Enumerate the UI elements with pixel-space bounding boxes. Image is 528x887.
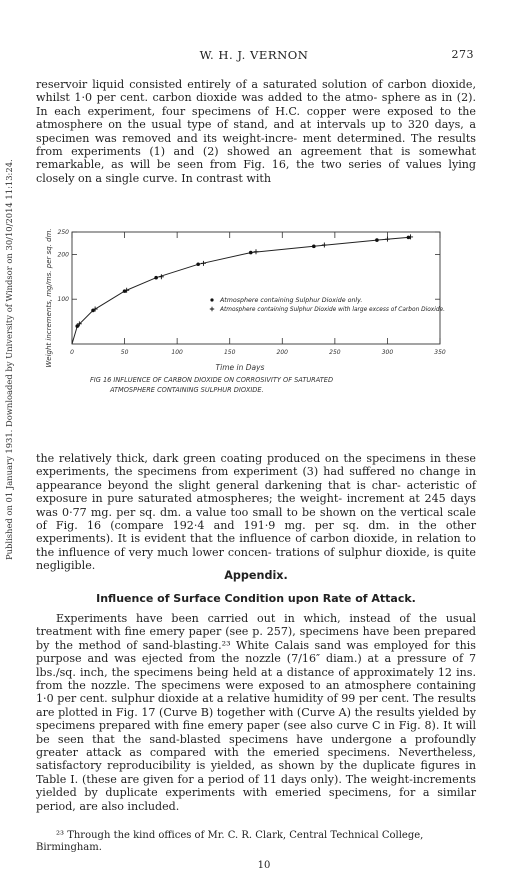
paragraph-2: the relatively thick, dark green coating produced on the specimens in these experiments, the specimens from experiment (3) had suffered no change in appearance beyond the slight general darkening that is char- acteristic of exposure in pure saturated atmospheres; the weight- increment at 245 days was 0·77 mg. per sq. dm. a value too small to be shown on the vertical scale of Fig. 16 (compare 192·4 and 191·9 mg. per sq. dm. in the other experiments). It is evident that the influence of carbon dioxide, in relation to the influence of very much lower concen- trations of sulphur dioxide, is quite negligible. [36, 452, 476, 573]
x-tick-label: 350 [434, 349, 446, 356]
data-point-dot [249, 251, 253, 255]
paragraph-1: reservoir liquid consisted entirely of a saturated solution of carbon dioxide, whilst 1·0 per cent. carbon dioxide was added to the atmo- sphere as in (2). In each experiment, four specimens of H.C. copper were exposed to the atmosphere on the usual type of stand, and at intervals up to 320 days, a specimen was removed and its weight-incre- ment determined. The results from experiments (1) and (2) showed an agreement that is somewhat remarkable, as will be seen from Fig. 16, the two series of values lying closely on a single curve. In contrast with [36, 78, 476, 185]
legend-marker-cross [210, 307, 214, 311]
data-point-cross [322, 242, 327, 247]
legend-marker-dot [210, 298, 213, 301]
footnote: ²³ Through the kind offices of Mr. C. R. Clark, Central Technical College, Birmingham. [36, 830, 424, 853]
x-tick-label: 100 [171, 349, 183, 356]
section-heading: Influence of Surface Condition upon Rate of Attack. [96, 592, 416, 605]
y-tick-label: 100 [57, 296, 69, 304]
y-axis-label: Weight increments, mg/ms. per sq. dm. [45, 228, 53, 368]
fitted-curve [72, 237, 409, 344]
legend-label: Atmosphere containing Sulphur Dioxide only. [220, 297, 363, 304]
data-point-cross [254, 249, 259, 254]
figure-16-chart [0, 218, 528, 448]
watermark-text: Published on 01 January 1931. Downloaded by University of Windsor on 30/10/2014 11:13:24. [4, 159, 14, 560]
plot-frame [72, 232, 440, 344]
running-header [34, 48, 474, 66]
y-tick-label: 250 [57, 229, 69, 236]
x-tick-label: 0 [70, 349, 74, 356]
data-point-dot [375, 238, 379, 242]
y-tick-label: 200 [57, 251, 69, 259]
legend-label: Atmosphere containing Sulphur Dioxide with large excess of Carbon Dioxide. [220, 306, 464, 313]
data-point-dot [154, 276, 158, 280]
running-title: W. H. J. VERNON [199, 48, 309, 62]
x-tick-label: 150 [223, 349, 236, 356]
data-point-cross [385, 237, 390, 242]
appendix-heading: Appendix. [224, 569, 288, 582]
x-axis-label: Time in Days [215, 363, 265, 372]
figure-caption-line1: FIG 16 INFLUENCE OF CARBON DIOXIDE ON CORROSIVITY OF SATURATED [90, 376, 334, 384]
x-tick-label: 250 [329, 349, 341, 356]
x-tick-label: 50 [120, 349, 129, 356]
paragraph-3: Experiments have been carried out in which, instead of the usual treatment with fine emery paper (see p. 257), specimens have been prepared by the method of sand-blasting.²³ White Calais sand was employed for this purpose and was ejected from the nozzle (7/16″ diam.) at a pressure of 7 lbs./sq. inch, the specimens being held at a distance of approximately 12 ins. from the nozzle. The specimens were exposed to an atmosphere containing 1·0 per cent. sulphur dioxide at a relative humidity of 99 per cent. The results are plotted in Fig. 17 (Curve B) together with (Curve A) the results yielded by specimens prepared with fine emery paper (see also curve C in Fig. 8). It will be seen that the sand-blasted specimens have undergone a profoundly greater attack as compared with the emeried specimens. Nevertheless, satisfactory reproducibility is yielded, as shown by the duplicate figures in Table I. (these are given for a period of 11 days only). The weight-increments yielded by duplicate experiments with emeried specimens, for a similar period, are also included. [36, 612, 476, 813]
data-point-dot [196, 262, 200, 266]
data-point-cross [201, 261, 206, 266]
data-point-dot [312, 245, 316, 249]
x-tick-label: 300 [381, 349, 394, 356]
x-tick-label: 200 [276, 349, 289, 356]
page-number: 273 [451, 48, 474, 61]
data-point-dot [75, 324, 79, 328]
figure-caption-line2: ATMOSPHERE CONTAINING SULPHUR DIOXIDE. [110, 386, 264, 394]
page-footer-number: 10 [257, 860, 271, 871]
